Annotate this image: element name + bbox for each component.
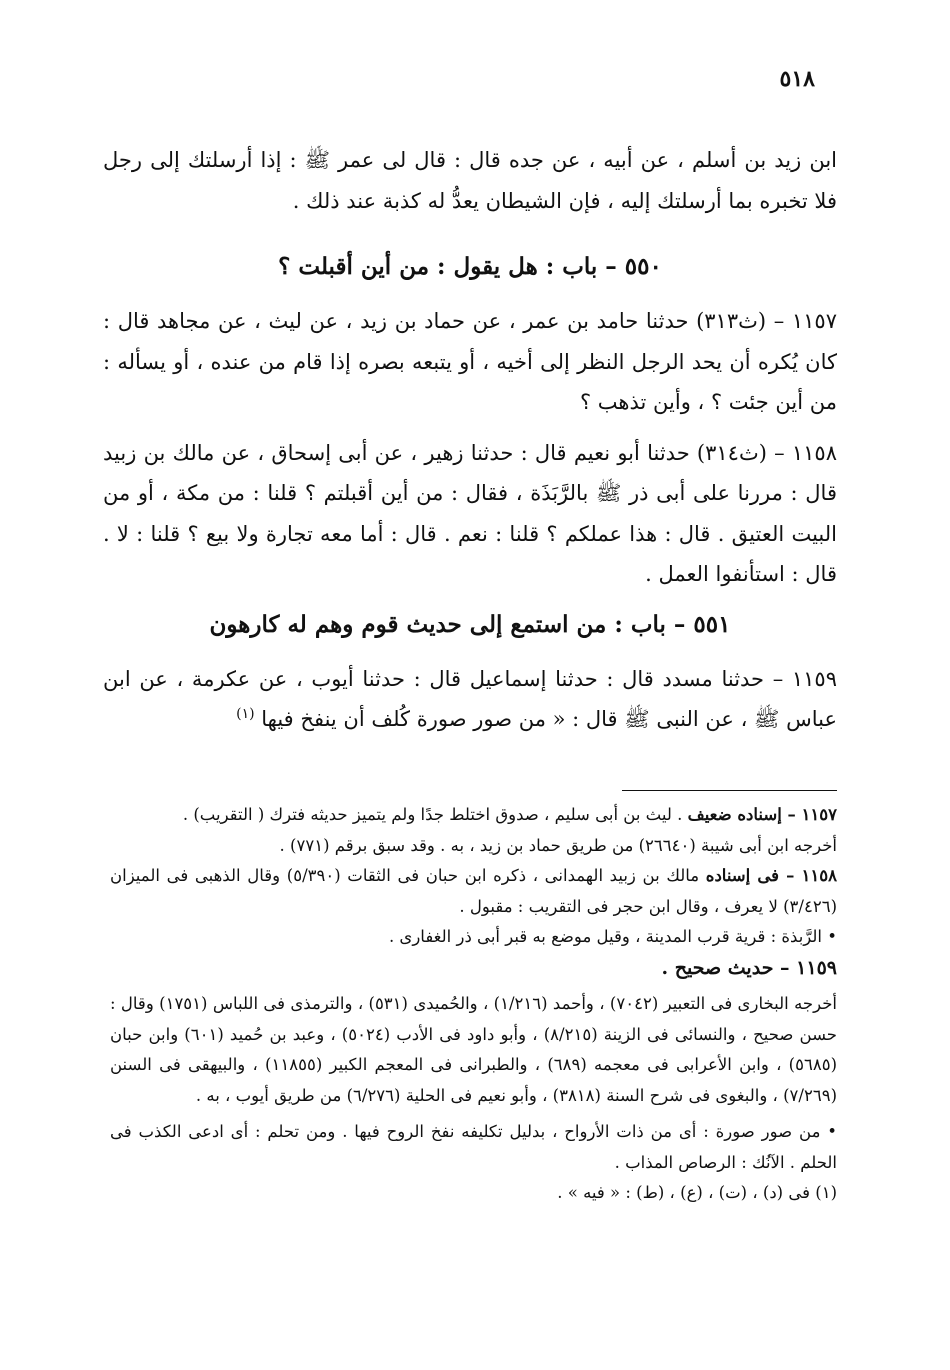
note-1159-label: ١١٥٩ – حديث صحيح . <box>661 956 837 979</box>
hadith-1159-text: ١١٥٩ – حدثنا مسدد قال : حدثنا إسماعيل قال : حدثنا أيوب ، عن عكرمة ، عن ابن عباس ﷺ ، عن النبى ﷺ قال : « من صور صورة كُلف أن ينفخ فيها <box>103 666 837 731</box>
note-1158 <box>110 861 837 922</box>
chapter-heading-550: ٥٥٠ – باب : هل يقول : من أين أقبلت ؟ <box>278 253 662 280</box>
main-text <box>103 140 837 750</box>
footnote-1: (١) فى (د) ، (ت) ، (ع) ، (ط) : « فيه » . <box>557 1183 837 1202</box>
page-number: ٥١٨ <box>779 66 815 92</box>
footnote-divider <box>622 790 837 791</box>
intro-paragraph: ابن زيد بن أسلم ، عن أبيه ، عن جده قال : قال لى عمر ﷺ : إذا أرسلتك إلى رجل فلا تخبره بما أرسلتك إليه ، فإن الشيطان يعدُّ له كذبة عند ذلك . <box>103 148 837 213</box>
note-1157-text: . ليث بن أبى سليم ، صدوق اختلط جدًا ولم يتميز حديثه فترك ( التقريب) . <box>182 805 683 824</box>
note-1158-text: مالك بن زبيد الهمدانى ، ذكره ابن حبان فى الثقات (٥/٣٩٠) وقال الذهبى فى الميزان (٣/٤٢٦) لا يعرف ، وقال ابن حجر فى التقريب : مقبول . <box>110 866 837 916</box>
hadith-1158: ١١٥٨ – (ث٣١٤) حدثنا أبو نعيم قال : حدثنا زهير ، عن أبى إسحاق ، عن مالك بن زبيد قال : مررنا على أبى ذر ﷺ بالرَّبَذَة ، فقال : من أين أقبلتم ؟ قلنا : من مكة ، أو من البيت العتيق . قال : هذا عملكم ؟ قلنا : نعم . قال : أما معه تجارة ولا بيع ؟ قلنا : لا . قال : استأنفوا العمل . <box>103 440 837 586</box>
note-1158-gloss: • الرَّبذة : قرية قرب المدينة ، وقيل موضع به قبر أبى ذر الغفارى . <box>388 927 837 946</box>
note-1159-text: أخرجه البخارى فى التعبير (٧٠٤٢) ، وأحمد (١/٢١٦) ، والحُميدى (٥٣١) ، والترمذى فى اللباس (١٧٥١) وقال : حسن صحيح ، والنسائى فى الزينة (٨/٢١٥) ، وأبو داود فى الأدب (٥٠٢٤) ، وعبد بن حُميد (٦٠١) وابن حبان (٥٦٨٥) ، وابن الأعرابى فى معجمه (٦٨٩) ، والطبرانى فى المعجم الكبير (١١٨٥٥) ، والبيهقى فى السنن (٧/٢٦٩) ، والبغوى فى شرح السنة (٣٨١٨) ، وأبو نعيم فى الحلية (٦/٢٧٦) من طريق أيوب ، به . <box>110 994 837 1105</box>
note-1159-gloss: • من صور صورة : أى من ذات الأرواح ، بدليل تكليفه نفخ الروح فيها . ومن تحلم : أى ادعى الكذب فى الحلم . الآنُك : الرصاص المذاب . <box>110 1122 837 1172</box>
hadith-1157: ١١٥٧ – (ث٣١٣) حدثنا حامد بن عمر ، عن حماد بن زيد ، عن ليث ، عن مجاهد قال : كان يُكره أن يحد الرجل النظر إلى أخيه ، أو يتبعه بصره إذا قام من عنده ، أو يسأله : من أين جئت ؟ ، وأين تذهب ؟ <box>103 309 837 414</box>
note-1157-source: أخرجه ابن أبى شيبة (٢٦٦٤٠) من طريق حماد بن زيد ، به . وقد سبق برقم (٧٧١) . <box>279 835 837 855</box>
hadith-1159 <box>103 659 837 740</box>
note-1158-label: ١١٥٨ – فى إسناده <box>705 866 837 885</box>
note-1157-label: ١١٥٧ – إسناده ضعيف <box>687 805 837 824</box>
footnote-ref: (١) <box>236 706 255 722</box>
note-1157 <box>110 800 837 831</box>
footnotes <box>110 800 837 1209</box>
chapter-heading-551: ٥٥١ – باب : من استمع إلى حديث قوم وهم له كارهون <box>209 610 731 638</box>
